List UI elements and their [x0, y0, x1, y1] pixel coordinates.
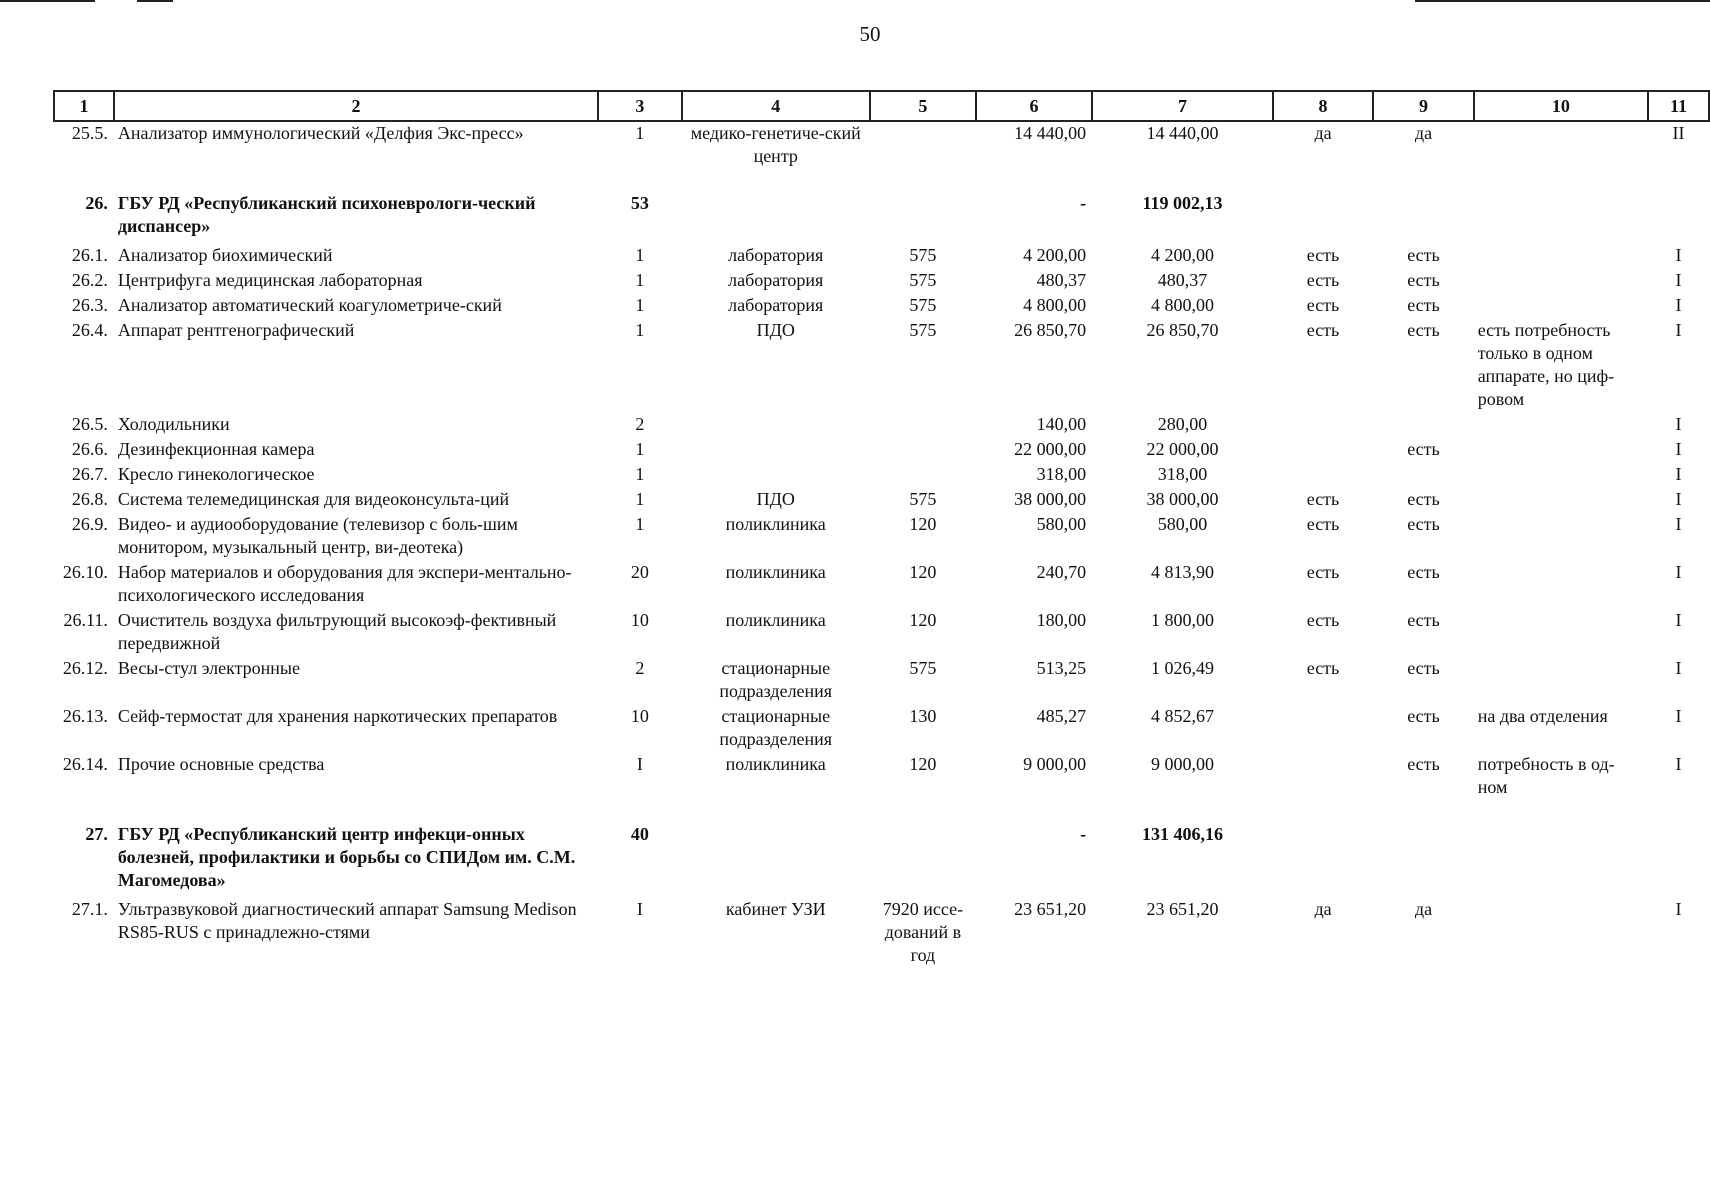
table-row	[54, 486, 1709, 511]
total-cost-cell: 119 002,13	[1142, 193, 1223, 213]
column-8-value-cell: есть	[1306, 295, 1340, 315]
note-cell	[1474, 607, 1648, 655]
unit-price-cell: -	[1080, 824, 1087, 844]
quantity-cell: 2	[635, 414, 645, 434]
unit-price-cell: 513,25	[1036, 658, 1087, 678]
column-9-value-cell: есть	[1407, 320, 1440, 340]
workload-cell	[870, 168, 976, 242]
total-cost-cell: 38 000,00	[1146, 489, 1219, 509]
department-cell: лаборатория	[728, 295, 824, 315]
note-cell	[1474, 559, 1648, 607]
quantity-cell: 53	[630, 193, 649, 213]
total-cost-cell: 480,37	[1157, 270, 1208, 290]
note-cell: на два отделения	[1477, 706, 1608, 726]
category-cell: I	[1675, 295, 1682, 315]
note-cell	[1474, 267, 1648, 292]
row-number-cell: 26.13.	[62, 706, 108, 726]
column-8-value-cell	[1273, 461, 1373, 486]
category-cell: I	[1675, 270, 1682, 290]
note-cell	[1474, 655, 1648, 703]
table-row	[54, 292, 1709, 317]
item-name-cell: Ультразвуковой диагностический аппарат Samsung Medison RS85-RUS с принадлежно-стями	[117, 899, 577, 942]
quantity-cell: 1	[635, 514, 645, 534]
header-cell-8: 8	[1273, 91, 1373, 121]
category-cell: I	[1675, 320, 1682, 340]
quantity-cell: I	[636, 899, 643, 919]
unit-price-cell: 318,00	[1036, 464, 1087, 484]
workload-cell: 575	[909, 320, 937, 340]
workload-cell: 120	[909, 754, 937, 774]
table-row	[54, 703, 1709, 751]
quantity-cell: 40	[630, 824, 649, 844]
quantity-cell: 1	[635, 439, 645, 459]
row-number-cell: 26.5.	[71, 414, 108, 434]
total-cost-cell: 4 800,00	[1150, 295, 1214, 315]
table-row	[54, 242, 1709, 267]
category-cell: I	[1675, 414, 1682, 434]
quantity-cell: 1	[635, 245, 645, 265]
unit-price-cell: 140,00	[1036, 414, 1087, 434]
total-cost-cell: 1 800,00	[1150, 610, 1214, 630]
quantity-cell: 1	[635, 295, 645, 315]
row-number-cell: 26.	[85, 193, 108, 213]
total-cost-cell: 4 200,00	[1150, 245, 1214, 265]
item-name-cell: Дезинфекционная камера	[117, 439, 315, 459]
unit-price-cell: 26 850,70	[1014, 320, 1087, 340]
item-name-cell: Анализатор биохимический	[117, 245, 333, 265]
item-name-cell: ГБУ РД «Республиканский психоневрологи-ческий диспансер»	[117, 193, 536, 236]
row-number-cell: 26.11.	[63, 610, 108, 630]
workload-cell: 7920 иссе-дований в год	[882, 899, 964, 965]
category-cell: I	[1675, 754, 1682, 774]
column-9-value-cell: есть	[1407, 245, 1440, 265]
column-8-value-cell: да	[1314, 123, 1332, 143]
workload-cell: 575	[909, 295, 937, 315]
quantity-cell: 1	[635, 464, 645, 484]
table-row	[54, 461, 1709, 486]
category-cell	[1648, 799, 1709, 896]
row-number-cell: 26.14.	[62, 754, 108, 774]
item-name-cell: Кресло гинекологическое	[117, 464, 315, 484]
column-8-value-cell: да	[1314, 899, 1332, 919]
page-number: 50	[859, 22, 881, 46]
header-cell-5: 5	[870, 91, 976, 121]
row-number-cell: 26.4.	[71, 320, 108, 340]
note-cell	[1474, 799, 1648, 896]
workload-cell: 120	[909, 562, 937, 582]
note-cell	[1474, 411, 1648, 436]
workload-cell: 120	[909, 610, 937, 630]
item-name-cell: Сейф-термостат для хранения наркотических препаратов	[117, 706, 558, 726]
row-number-cell: 26.10.	[62, 562, 108, 582]
column-9-value-cell: есть	[1407, 754, 1440, 774]
department-cell	[682, 411, 870, 436]
group-row	[54, 799, 1709, 896]
column-9-value-cell	[1373, 461, 1473, 486]
category-cell: I	[1675, 489, 1682, 509]
column-9-value-cell: есть	[1407, 706, 1440, 726]
total-cost-cell: 580,00	[1157, 514, 1208, 534]
item-name-cell: ГБУ РД «Республиканский центр инфекци-онных болезней, профилактики и борьбы со СПИДом им. С.М. Магомедова»	[117, 824, 576, 890]
column-8-value-cell	[1273, 703, 1373, 751]
item-name-cell: Аппарат рентгенографический	[117, 320, 355, 340]
column-9-value-cell: да	[1414, 899, 1433, 919]
note-cell	[1474, 292, 1648, 317]
table-row	[54, 511, 1709, 559]
workload-cell	[870, 436, 976, 461]
row-number-cell: 26.3.	[71, 295, 108, 315]
total-cost-cell: 9 000,00	[1150, 754, 1214, 774]
note-cell	[1474, 511, 1648, 559]
note-cell: потребность в од-ном	[1477, 754, 1615, 797]
column-9-value-cell: есть	[1407, 270, 1440, 290]
category-cell	[1648, 168, 1709, 242]
workload-cell	[870, 411, 976, 436]
column-8-value-cell	[1273, 168, 1373, 242]
total-cost-cell: 4 852,67	[1150, 706, 1214, 726]
column-9-value-cell: да	[1414, 123, 1433, 143]
row-number-cell: 26.6.	[71, 439, 108, 459]
row-number-cell: 26.8.	[71, 489, 108, 509]
quantity-cell: 1	[635, 320, 645, 340]
column-8-value-cell: есть	[1306, 245, 1340, 265]
row-number-cell: 26.12.	[62, 658, 108, 678]
row-number-cell: 26.1.	[71, 245, 108, 265]
header-cell-6: 6	[976, 91, 1092, 121]
column-8-value-cell	[1273, 799, 1373, 896]
column-9-value-cell: есть	[1407, 658, 1440, 678]
quantity-cell: I	[636, 754, 643, 774]
unit-price-cell: -	[1080, 193, 1087, 213]
header-cell-1: 1	[54, 91, 114, 121]
department-cell: поликлиника	[725, 610, 826, 630]
workload-cell	[870, 461, 976, 486]
category-cell: I	[1675, 245, 1682, 265]
total-cost-cell: 4 813,90	[1150, 562, 1214, 582]
column-9-value-cell: есть	[1407, 439, 1440, 459]
note-cell	[1474, 461, 1648, 486]
table-row	[54, 317, 1709, 411]
department-cell	[682, 436, 870, 461]
column-8-value-cell: есть	[1306, 610, 1340, 630]
total-cost-cell: 23 651,20	[1146, 899, 1219, 919]
workload-cell: 575	[909, 658, 937, 678]
category-cell: I	[1675, 658, 1682, 678]
workload-cell	[870, 799, 976, 896]
unit-price-cell: 9 000,00	[1023, 754, 1087, 774]
group-row	[54, 168, 1709, 242]
item-name-cell: Система телемедицинская для видеоконсульта-ций	[117, 489, 510, 509]
row-number-cell: 27.1.	[71, 899, 108, 919]
workload-cell: 120	[909, 514, 937, 534]
column-8-value-cell: есть	[1306, 514, 1340, 534]
column-9-value-cell	[1373, 799, 1473, 896]
header-cell-9: 9	[1373, 91, 1473, 121]
table-row	[54, 655, 1709, 703]
table-row	[54, 559, 1709, 607]
table-row	[54, 121, 1709, 168]
total-cost-cell: 131 406,16	[1141, 824, 1223, 844]
workload-cell: 575	[909, 245, 937, 265]
total-cost-cell: 280,00	[1157, 414, 1208, 434]
row-number-cell: 26.2.	[71, 270, 108, 290]
total-cost-cell: 22 000,00	[1146, 439, 1219, 459]
table-row	[54, 411, 1709, 436]
quantity-cell: 20	[630, 562, 649, 582]
note-cell	[1474, 436, 1648, 461]
category-cell: I	[1675, 562, 1682, 582]
department-cell	[682, 799, 870, 896]
column-8-value-cell: есть	[1306, 270, 1340, 290]
column-9-value-cell	[1373, 411, 1473, 436]
workload-cell: 575	[909, 270, 937, 290]
category-cell: I	[1675, 514, 1682, 534]
column-8-value-cell: есть	[1306, 658, 1340, 678]
item-name-cell: Холодильники	[117, 414, 230, 434]
note-cell: есть потребность только в одном аппарате, но циф-ровом	[1477, 320, 1615, 409]
unit-price-cell: 580,00	[1036, 514, 1087, 534]
column-9-value-cell	[1373, 168, 1473, 242]
quantity-cell: 1	[635, 123, 645, 143]
department-cell: поликлиника	[725, 514, 826, 534]
table-row	[54, 751, 1709, 799]
department-cell: медико-генетиче-ский центр	[690, 123, 861, 166]
header-row	[54, 91, 1709, 121]
workload-cell: 130	[909, 706, 937, 726]
unit-price-cell: 240,70	[1036, 562, 1087, 582]
total-cost-cell: 14 440,00	[1146, 123, 1219, 143]
category-cell: I	[1675, 899, 1682, 919]
category-cell: I	[1675, 706, 1682, 726]
item-name-cell: Прочие основные средства	[117, 754, 325, 774]
quantity-cell: 10	[630, 706, 649, 726]
unit-price-cell: 180,00	[1036, 610, 1087, 630]
department-cell: поликлиника	[725, 754, 826, 774]
total-cost-cell: 318,00	[1157, 464, 1208, 484]
department-cell	[682, 168, 870, 242]
department-cell	[682, 461, 870, 486]
table-row	[54, 436, 1709, 461]
quantity-cell: 1	[635, 270, 645, 290]
quantity-cell: 10	[630, 610, 649, 630]
note-cell	[1474, 896, 1648, 967]
equipment-table	[53, 90, 1710, 967]
unit-price-cell: 22 000,00	[1014, 439, 1087, 459]
column-9-value-cell: есть	[1407, 514, 1440, 534]
item-name-cell: Набор материалов и оборудования для экспери-ментально-психологического исследования	[117, 562, 572, 605]
note-cell	[1474, 242, 1648, 267]
header-cell-2: 2	[114, 91, 598, 121]
column-9-value-cell: есть	[1407, 562, 1440, 582]
category-cell: I	[1675, 439, 1682, 459]
department-cell: стационарные подразделения	[719, 658, 833, 701]
department-cell: кабинет УЗИ	[725, 899, 826, 919]
header-cell-10: 10	[1474, 91, 1648, 121]
unit-price-cell: 485,27	[1036, 706, 1087, 726]
quantity-cell: 2	[635, 658, 645, 678]
unit-price-cell: 38 000,00	[1014, 489, 1087, 509]
column-8-value-cell: есть	[1306, 489, 1340, 509]
note-cell	[1474, 486, 1648, 511]
column-8-value-cell	[1273, 411, 1373, 436]
table-row	[54, 267, 1709, 292]
header-cell-4: 4	[682, 91, 870, 121]
quantity-cell: 1	[635, 489, 645, 509]
workload-cell	[870, 121, 976, 168]
department-cell: ПДО	[756, 320, 795, 340]
header-cell-3: 3	[598, 91, 682, 121]
item-name-cell: Весы-стул электронные	[117, 658, 301, 678]
department-cell: лаборатория	[728, 245, 824, 265]
department-cell: лаборатория	[728, 270, 824, 290]
column-9-value-cell: есть	[1407, 295, 1440, 315]
item-name-cell: Анализатор автоматический коагулометриче-ский	[117, 295, 502, 315]
item-name-cell: Центрифуга медицинская лабораторная	[117, 270, 423, 290]
category-cell: II	[1672, 123, 1685, 143]
category-cell: I	[1675, 610, 1682, 630]
note-cell	[1474, 121, 1648, 168]
department-cell: поликлиника	[725, 562, 826, 582]
column-8-value-cell	[1273, 436, 1373, 461]
column-8-value-cell: есть	[1306, 562, 1340, 582]
row-number-cell: 27.	[85, 824, 108, 844]
unit-price-cell: 4 800,00	[1023, 295, 1087, 315]
department-cell: стационарные подразделения	[719, 706, 833, 749]
column-9-value-cell: есть	[1407, 489, 1440, 509]
unit-price-cell: 23 651,20	[1014, 899, 1087, 919]
scan-edge-left	[0, 0, 95, 2]
total-cost-cell: 1 026,49	[1150, 658, 1214, 678]
scan-edge-mid	[137, 0, 173, 2]
category-cell: I	[1675, 464, 1682, 484]
item-name-cell: Видео- и аудиооборудование (телевизор с боль-шим монитором, музыкальный центр, ви-деотека)	[117, 514, 518, 557]
header-cell-11: 11	[1648, 91, 1709, 121]
header-cell-7: 7	[1092, 91, 1273, 121]
note-cell	[1474, 168, 1648, 242]
row-number-cell: 25.5.	[71, 123, 108, 143]
table-row	[54, 607, 1709, 655]
department-cell: ПДО	[756, 489, 795, 509]
workload-cell: 575	[909, 489, 937, 509]
table-row	[54, 896, 1709, 967]
row-number-cell: 26.9.	[71, 514, 108, 534]
column-9-value-cell: есть	[1407, 610, 1440, 630]
unit-price-cell: 4 200,00	[1023, 245, 1087, 265]
column-8-value-cell	[1273, 751, 1373, 799]
unit-price-cell: 480,37	[1036, 270, 1087, 290]
scan-edge-right	[1415, 0, 1710, 2]
column-8-value-cell: есть	[1306, 320, 1340, 340]
item-name-cell: Очиститель воздуха фильтрующий высокоэф-фективный передвижной	[117, 610, 557, 653]
total-cost-cell: 26 850,70	[1146, 320, 1219, 340]
item-name-cell: Анализатор иммунологический «Делфия Экс-пресс»	[117, 123, 524, 143]
row-number-cell: 26.7.	[71, 464, 108, 484]
unit-price-cell: 14 440,00	[1014, 123, 1087, 143]
